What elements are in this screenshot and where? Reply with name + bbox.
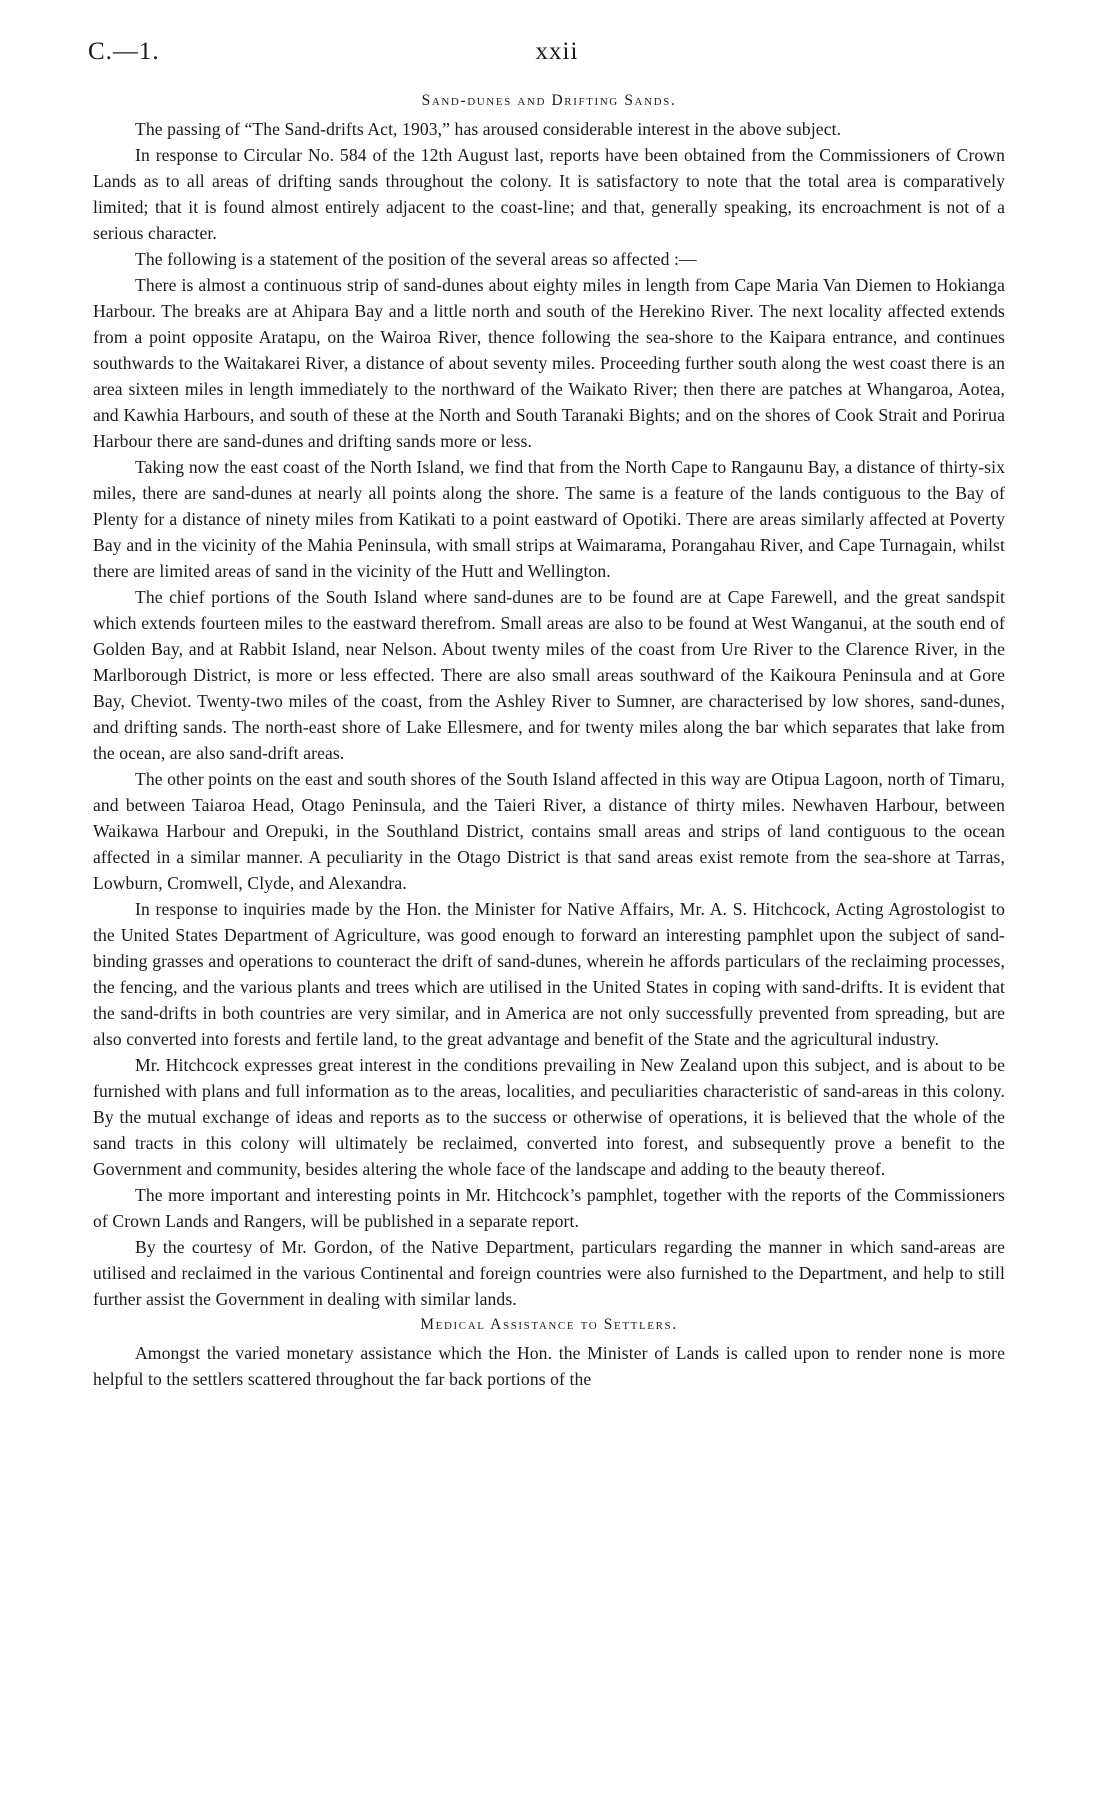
- page-reference: C.—1.: [88, 38, 160, 65]
- paragraph: The passing of “The Sand-drifts Act, 1903,” has aroused considerable interest in the above subject.: [135, 119, 842, 139]
- paragraph: Amongst the varied monetary assistance which the Hon. the Minister of Lands is called upon to render none is more helpful to the settlers scattered throughout the far back portions of the: [93, 1343, 1005, 1389]
- paragraph: In response to Circular No. 584 of the 12th August last, reports have been obtained from the Commissioners of Crown Lands as to all areas of drifting sands throughout the colony. It is satisfactory to note that the total area is comparatively limited; that it is found almost entirely adjacent to the coast-line; and that, generally speaking, its encroachment is not of a serious character.: [93, 145, 1005, 243]
- paragraph: The chief portions of the South Island where sand-dunes are to be found are at Cape Farewell, and the great sandspit which extends fourteen miles to the eastward therefrom. Small areas are also to be found at West Wanganui, at the south end of Golden Bay, and at Rabbit Island, near Nelson. About twenty miles of the coast from Ure River to the Clarence River, in the Marlborough District, is more or less effected. There are also small areas southward of the Kaikoura Peninsula and at Gore Bay, Cheviot. Twenty-two miles of the coast, from the Ashley River to Sumner, are characterised by low shores, sand-dunes, and drifting sands. The north-east shore of Lake Ellesmere, and for twenty miles along the bar which separates that lake from the ocean, are also sand-drift areas.: [93, 587, 1005, 763]
- paragraph: In response to inquiries made by the Hon. the Minister for Native Affairs, Mr. A. S. Hitchcock, Acting Agrostologist to the United States Department of Agriculture, was good enough to forward an interesting pamphlet upon the subject of sand-binding grasses and operations to counteract the drift of sand-dunes, wherein he affords particulars of the reclaiming processes, the fencing, and the various plants and trees which are utilised in the United States in coping with sand-drifts. It is evident that the sand-drifts in both countries are very similar, and in America are not only successfully prevented from spreading, but are also converted into forests and fertile land, to the great advantage and benefit of the State and the agricultural industry.: [93, 899, 1005, 1049]
- section-heading-medical-assistance: Medical Assistance to Settlers.: [420, 1316, 678, 1333]
- paragraph: The other points on the east and south shores of the South Island affected in this way are Otipua Lagoon, north of Timaru, and between Taiaroa Head, Otago Peninsula, and the Taieri River, a distance of thirty miles. Newhaven Harbour, between Waikawa Harbour and Orepuki, in the Southland District, contains small areas and strips of land contiguous to the ocean affected in a similar manner. A peculiarity in the Otago District is that sand areas exist remote from the sea-shore at Tarras, Lowburn, Cromwell, Clyde, and Alexandra.: [93, 769, 1005, 893]
- paragraph: Mr. Hitchcock expresses great interest in the conditions prevailing in New Zealand upon this subject, and is about to be furnished with plans and full information as to the areas, localities, and peculiarities characteristic of sand-areas in this colony. By the mutual exchange of ideas and reports as to the success or otherwise of operations, it is believed that the whole of the sand tracts in this colony will ultimately be reclaimed, converted into forest, and subsequently prove a benefit to the Government and community, besides altering the whole face of the landscape and adding to the beauty thereof.: [93, 1055, 1005, 1179]
- body-text: [93, 88, 1005, 1392]
- section-heading-sand-dunes: Sand-dunes and Drifting Sands.: [421, 92, 677, 109]
- page-number: xxii: [535, 38, 579, 65]
- paragraph: By the courtesy of Mr. Gordon, of the Native Department, particulars regarding the manner in which sand-areas are utilised and reclaimed in the various Continental and foreign countries were also furnished to the Department, and help to still further assist the Government in dealing with similar lands.: [93, 1237, 1005, 1309]
- paragraph: There is almost a continuous strip of sand-dunes about eighty miles in length from Cape Maria Van Diemen to Hokianga Harbour. The breaks are at Ahipara Bay and a little north and south of the Herekino River. The next locality affected extends from a point opposite Aratapu, on the Wairoa River, thence following the sea-shore to the Kaipara entrance, and continues southwards to the Waitakarei River, a distance of about seventy miles. Proceeding further south along the west coast there is an area sixteen miles in length immediately to the northward of the Waikato River; then there are patches at Whangaroa, Aotea, and Kawhia Harbours, and south of these at the North and South Taranaki Bights; and on the shores of Cook Strait and Porirua Harbour there are sand-dunes and drifting sands more or less.: [93, 275, 1005, 451]
- paragraph: Taking now the east coast of the North Island, we find that from the North Cape to Rangaunu Bay, a distance of thirty-six miles, there are sand-dunes at nearly all points along the shore. The same is a feature of the lands contiguous to the Bay of Plenty for a distance of ninety miles from Katikati to a point eastward of Opotiki. There are areas similarly affected at Poverty Bay and in the vicinity of the Mahia Peninsula, with small strips at Waimarama, Porangahau River, and Cape Turnagain, whilst there are limited areas of sand in the vicinity of the Hutt and Wellington.: [93, 457, 1005, 581]
- paragraph: The more important and interesting points in Mr. Hitchcock’s pamphlet, together with the reports of the Commissioners of Crown Lands and Rangers, will be published in a separate report.: [93, 1185, 1005, 1231]
- paragraph: The following is a statement of the position of the several areas so affected :—: [135, 249, 697, 269]
